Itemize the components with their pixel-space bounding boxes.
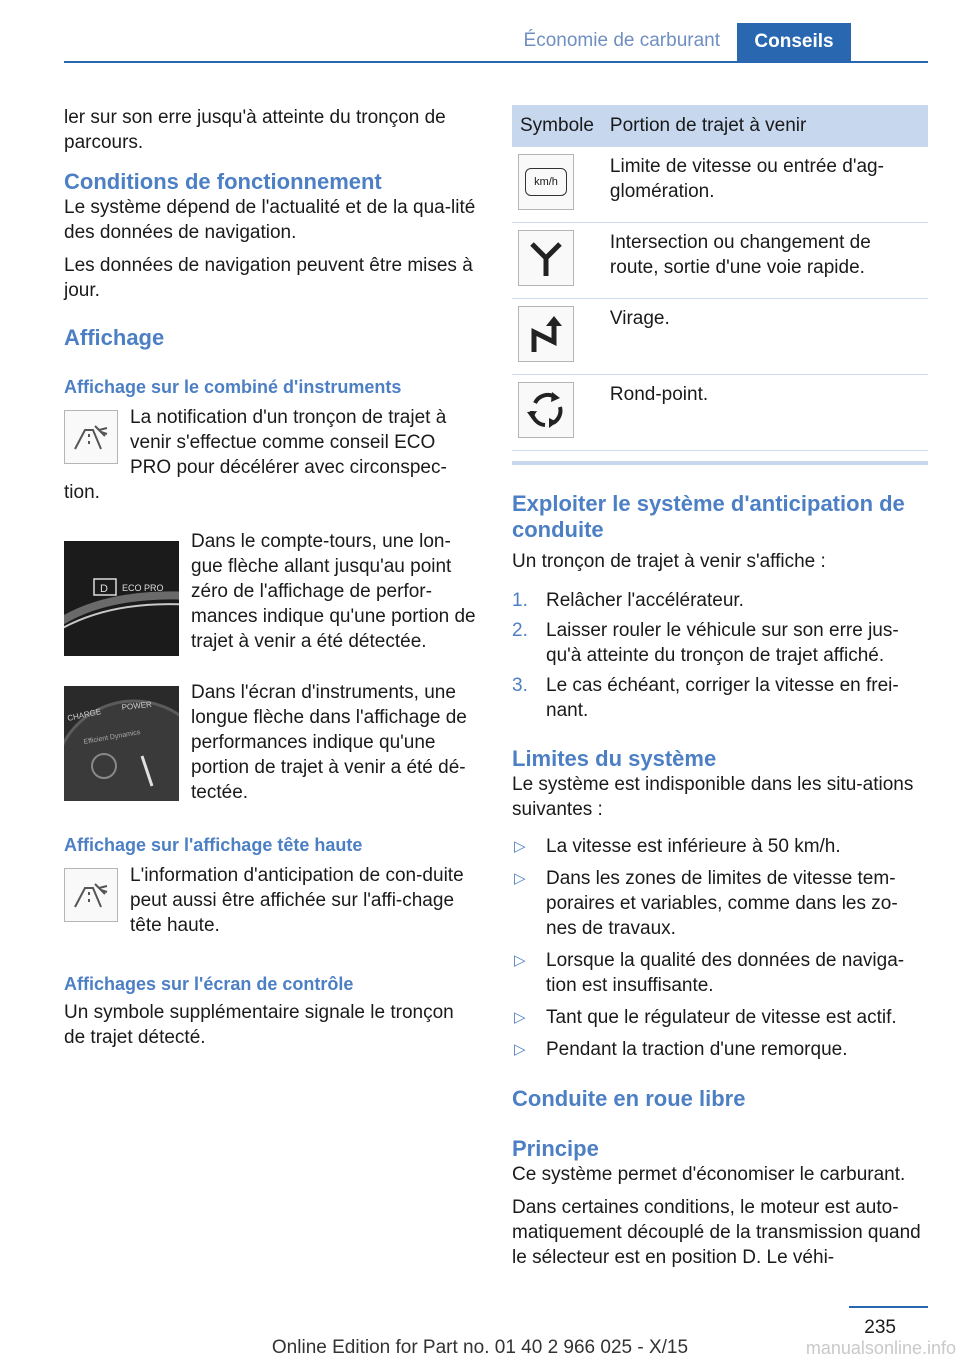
screen-charge-label: CHARGE xyxy=(66,707,102,723)
list-item: 1. Relâcher l'accélérateur. xyxy=(512,590,744,611)
exploit-intro: Un tronçon de trajet à venir s'affiche : xyxy=(512,551,826,572)
symbol-table xyxy=(512,105,928,451)
list-item: 2. Laisser rouler le véhicule sur son erre jus-qu'à atteinte du tronçon de trajet affiché. xyxy=(512,620,899,666)
list-item: ▷ Pendant la traction d'une remorque. xyxy=(514,1039,848,1060)
tachometer-mode-label: ECO PRO xyxy=(122,583,164,593)
anticipation-road-icon xyxy=(64,410,118,464)
affichage-heading: Affichage xyxy=(64,325,165,350)
conditions-heading: Conditions de fonctionnement xyxy=(64,169,382,194)
list-item: ▷ Lorsque la qualité des données de naviga-tion est insuffisante. xyxy=(514,950,905,996)
tachometer-image xyxy=(64,541,179,656)
table-cell: Intersection ou changement de route, sortie d'une voie rapide. xyxy=(602,223,928,299)
route-column-header: Portion de trajet à venir xyxy=(602,105,928,147)
table-cell: Rond-point. xyxy=(602,375,928,451)
bullet-triangle-icon: ▷ xyxy=(514,838,526,855)
list-item: ▷ Dans les zones de limites de vitesse tem-poraires et variables, comme dans les zo-nes de travaux. xyxy=(514,868,898,939)
bullet-triangle-icon: ▷ xyxy=(514,952,526,969)
bullet-triangle-icon: ▷ xyxy=(514,1041,526,1058)
principle-paragraph-1: Ce système permet d'économiser le carburant. xyxy=(512,1164,906,1185)
hud-paragraph: L'information d'anticipation de con-duite peut aussi être affichée sur l'affi-chage tête haute. xyxy=(130,865,464,936)
conditions-paragraph-2: Les données de navigation peuvent être mises à jour. xyxy=(64,255,473,301)
intersection-icon xyxy=(518,230,574,286)
intro-paragraph: ler sur son erre jusqu'à atteinte du tronçon de parcours. xyxy=(64,107,446,153)
symbol-column-header: Symbole xyxy=(512,105,602,147)
table-row xyxy=(512,223,928,299)
principle-paragraph-2: Dans certaines conditions, le moteur est auto-matiquement découplé de la transmission quand le sélecteur est en position D. Le véhi- xyxy=(512,1197,921,1268)
list-item: ▷ Tant que le régulateur de vitesse est actif. xyxy=(514,1007,897,1028)
table-end-rule xyxy=(512,461,928,465)
exploit-heading: Exploiter le système d'anticipation de conduite xyxy=(512,491,905,542)
limits-heading: Limites du système xyxy=(512,746,717,771)
bullet-triangle-icon: ▷ xyxy=(514,1009,526,1026)
list-item: 3. Le cas échéant, corriger la vitesse en frei-nant. xyxy=(512,675,899,721)
page-number: 235 xyxy=(864,1317,896,1338)
bullet-triangle-icon: ▷ xyxy=(514,870,526,887)
table-row xyxy=(512,147,928,223)
edition-line: Online Edition for Part no. 01 40 2 966 025 - X/15 xyxy=(271,1337,689,1358)
table-cell: Limite de vitesse ou entrée d'ag-glomération. xyxy=(602,147,928,223)
chapter-tab: Conseils xyxy=(737,23,851,61)
watermark: manualsonline.info xyxy=(805,1338,956,1358)
principle-heading: Principe xyxy=(512,1136,599,1161)
hud-anticipation-icon xyxy=(64,868,118,922)
speed-limit-icon xyxy=(518,154,574,210)
curve-icon xyxy=(518,306,574,362)
screen-power-label: POWER xyxy=(121,699,153,712)
section-title: Économie de carburant xyxy=(523,30,720,51)
roundabout-icon xyxy=(518,382,574,438)
combine-paragraph: La notification d'un tronçon de trajet à venir s'effectue comme conseil ECO PRO pour décélérer avec circonspec-tion. xyxy=(64,407,447,503)
tachometer-paragraph: Dans le compte-tours, une lon-gue flèche allant jusqu'au point zéro de l'affichage de perfor-mances indique qu'une portion de trajet à venir a été détectée. xyxy=(191,531,476,652)
footer-rule xyxy=(849,1306,928,1308)
control-screen-heading: Affichages sur l'écran de contrôle xyxy=(64,974,354,994)
table-row xyxy=(512,299,928,375)
limits-list xyxy=(512,834,928,1062)
header-rule xyxy=(64,61,928,63)
instrument-screen-paragraph: Dans l'écran d'instruments, une longue flèche dans l'affichage de performances indique qu'une portion de trajet à venir a été dé-tectée. xyxy=(191,682,467,803)
table-row xyxy=(512,375,928,451)
right-column xyxy=(512,105,928,1270)
instrument-screen-image xyxy=(64,686,179,801)
combine-heading: Affichage sur le combiné d'instruments xyxy=(64,377,402,397)
left-column xyxy=(64,105,480,1050)
hud-heading: Affichage sur l'affichage tête haute xyxy=(64,835,363,855)
speed-limit-icon-label: km/h xyxy=(525,168,567,196)
screen-efficient-label: Efficient Dynamics xyxy=(83,729,141,746)
limits-intro: Le système est indisponible dans les situ-ations suivantes : xyxy=(512,774,914,820)
steps-list xyxy=(512,588,928,723)
control-screen-paragraph: Un symbole supplémentaire signale le tronçon de trajet détecté. xyxy=(64,1002,454,1048)
tachometer-gear-label: D xyxy=(100,583,108,595)
coasting-heading: Conduite en roue libre xyxy=(512,1086,746,1111)
table-cell: Virage. xyxy=(602,299,928,375)
list-item: ▷ La vitesse est inférieure à 50 km/h. xyxy=(514,836,841,857)
conditions-paragraph-1: Le système dépend de l'actualité et de la qua-lité des données de navigation. xyxy=(64,197,476,243)
